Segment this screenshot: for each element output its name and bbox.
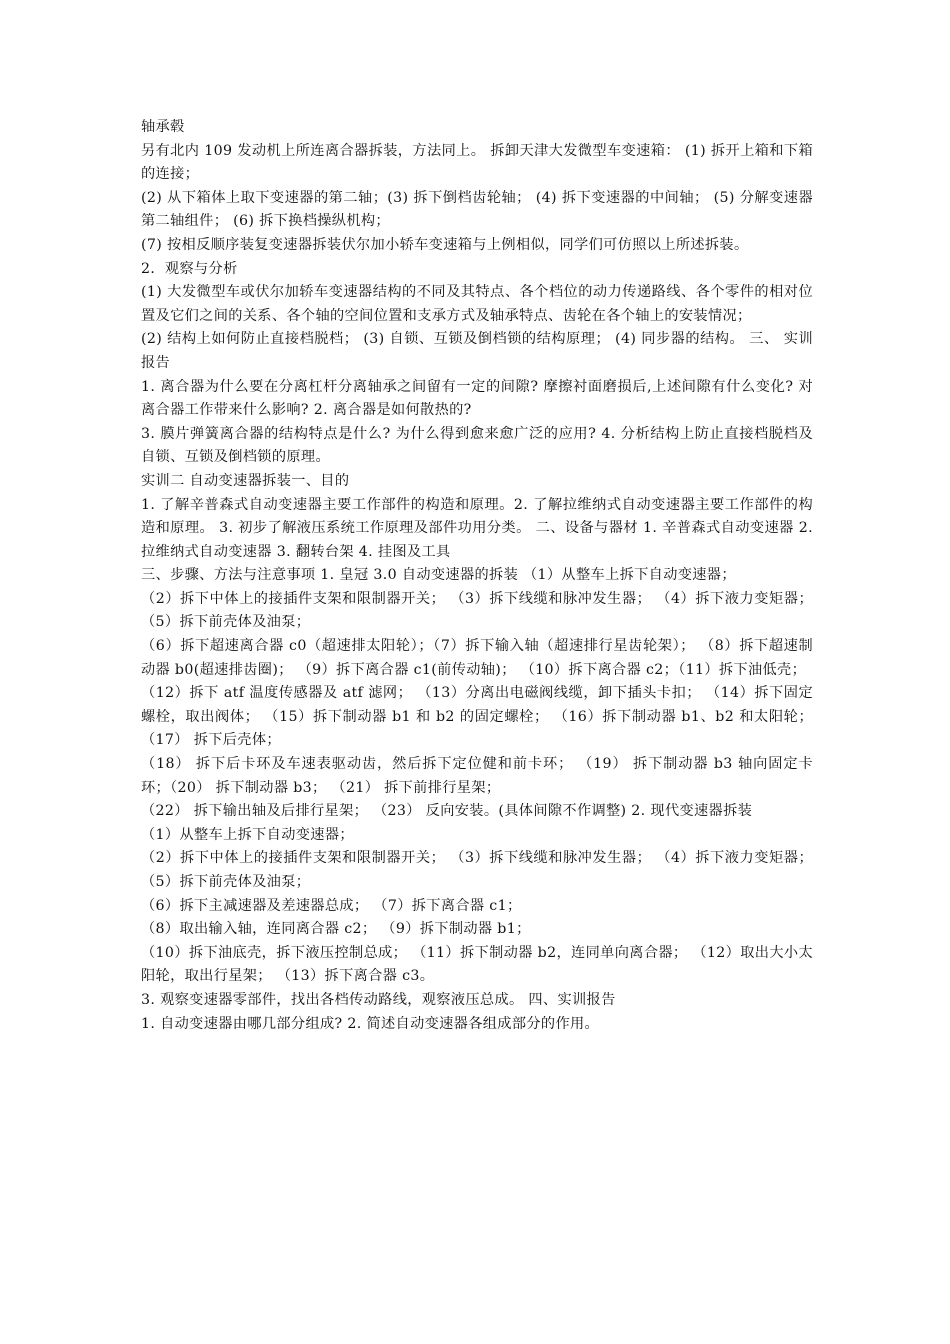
paragraph-6: (1) 大发微型车或伏尔加轿车变速器结构的不同及其特点、各个档位的动力传递路线、各个零件的相对位置及它们之间的关系、各个轴的空间位置和支承方式及轴承特点、齿轮在各个轴上的安装情况； xyxy=(141,284,813,324)
paragraph-18: （1）从整车上拆下自动变速器； xyxy=(141,826,354,843)
document-page xyxy=(141,116,813,1036)
paragraph-14: （6）拆下超速离合器 c0（超速排太阳轮）；（7）拆下输入轴（超速排行星齿轮架）； （8）拆下超速制动器 b0(超速排齿圈)； （9）拆下离合器 c1(前传动轴)； （10）拆下离合器 c2；（11）拆下油低壳； xyxy=(141,638,813,678)
paragraph-19: （2）拆下中体上的接插件支架和限制器开关； （3）拆下线缆和脉冲发生器； （4）拆下液力变矩器； （5）拆下前壳体及油泵； xyxy=(141,850,813,890)
paragraph-4: (7) 按相反顺序装复变速器拆装伏尔加小轿车变速箱与上例相似，同学们可仿照以上所述拆装。 xyxy=(141,236,749,253)
section-heading-training-two: 实训二 自动变速器拆装一、目的 xyxy=(141,472,350,489)
paragraph-20: （6）拆下主减速器及差速器总成； （7）拆下离合器 c1； xyxy=(141,897,522,914)
paragraph-17: （22） 拆下输出轴及后排行星架； （23） 反向安装。(具体间隙不作调整) 2. 现代变速器拆装 xyxy=(141,803,753,820)
paragraph-24: 1. 自动变速器由哪几部分组成? 2. 简述自动变速器各组成部分的作用。 xyxy=(141,1015,600,1032)
paragraph-11: 1. 了解辛普森式自动变速器主要工作部件的构造和原理。2. 了解拉维纳式自动变速器主要工作部件的构造和原理。 3. 初步了解液压系统工作原理及部件功用分类。 二、设备与器材 1. 辛普森式自动变速器 2. 拉维纳式自动变速器 3. 翻转台架 4. 挂图及工具 xyxy=(141,496,813,560)
paragraph-2: 另有北内 109 发动机上所连离合器拆装，方法同上。 拆卸天津大发微型车变速箱： (1) 拆开上箱和下箱的连接； xyxy=(141,142,813,183)
paragraph-23: 3. 观察变速器零部件，找出各档传动路线，观察液压总成。 四、实训报告 xyxy=(141,991,616,1008)
paragraph-15: （12）拆下 atf 温度传感器及 atf 滤网； （13）分离出电磁阀线缆，卸下插头卡扣； （14）拆下固定螺栓，取出阀体； （15）拆下制动器 b1 和 b2 的固定螺栓； （16）拆下制动器 b1、b2 和太阳轮； （17） 拆下后壳体； xyxy=(141,685,813,749)
paragraph-21: （8）取出输入轴，连同离合器 c2； （9）拆下制动器 b1； xyxy=(141,921,531,938)
paragraph-8: 1. 离合器为什么要在分离杠杆分离轴承之间留有一定的间隙? 摩擦衬面磨损后,上述间隙有什么变化? 对离合器工作带来什么影响? 2. 离合器是如何散热的? xyxy=(141,378,813,419)
paragraph-9: 3. 膜片弹簧离合器的结构特点是什么? 为什么得到愈来愈广泛的应用? 4. 分析结构上防止直接档脱档及自锁、互锁及倒档锁的原理。 xyxy=(141,425,813,466)
paragraph-22: （10）拆下油底壳，拆下液压控制总成； （11）拆下制动器 b2，连同单向离合器； （12）取出大小太阳轮，取出行星架； （13）拆下离合器 c3。 xyxy=(141,944,813,985)
paragraph-16: （18） 拆下后卡环及车速表驱动齿，然后拆下定位健和前卡环； （19） 拆下制动器 b3 轴向固定卡环；（20） 拆下制动器 b3； （21） 拆下前排行星架； xyxy=(141,756,813,796)
paragraph-12: 三、步骤、方法与注意事项 1. 皇冠 3.0 自动变速器的拆装 （1）从整车上拆下自动变速器； xyxy=(141,567,736,584)
section-heading-observation: 2．观察与分析 xyxy=(141,260,238,277)
paragraph-7: (2) 结构上如何防止直接档脱档； (3) 自锁、互锁及倒档锁的结构原理； (4) 同步器的结构。 三、 实训报告 xyxy=(141,331,813,371)
paragraph-13: （2）拆下中体上的接插件支架和限制器开关； （3）拆下线缆和脉冲发生器； （4）拆下液力变矩器； （5）拆下前壳体及油泵； xyxy=(141,590,813,631)
paragraph-1: 轴承毂 xyxy=(141,119,185,135)
paragraph-3: (2) 从下箱体上取下变速器的第二轴；(3) 拆下倒档齿轮轴； (4) 拆下变速器的中间轴； (5) 分解变速器第二轴组件； (6) 拆下换档操纵机构； xyxy=(141,189,813,230)
